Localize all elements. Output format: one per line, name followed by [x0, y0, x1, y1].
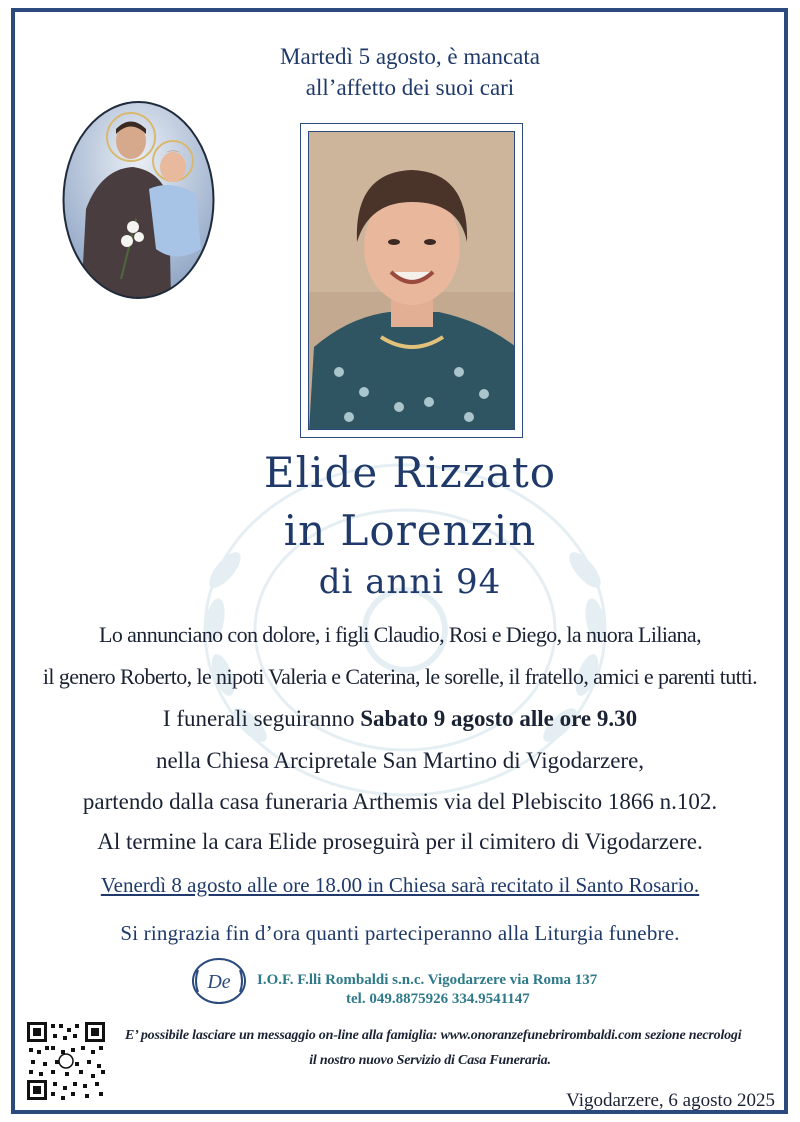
intro-line-2: all’affetto dei suoi cari	[305, 75, 515, 100]
funeral-line-4: Al termine la cara Elide proseguirà per il cimitero di Vigodarzere.	[97, 829, 703, 854]
online-message-note: E’ possibile lasciare un messaggio on-line alla famiglia: www.onoranzefunebrirombaldi.com sezione necrologi	[125, 1028, 742, 1043]
portrait-figure-icon	[309, 132, 515, 430]
funeral-date-time: Sabato 9 agosto alle ore 9.30	[360, 706, 638, 731]
funeral-line-3: partendo dalla casa funeraria Arthemis via del Plebiscito 1866 n.102.	[82, 789, 718, 814]
intro-line-1: Martedì 5 agosto, è mancata	[280, 44, 540, 69]
portrait-photo	[308, 131, 515, 430]
deceased-name: Elide Rizzato	[263, 448, 557, 497]
company-phones: tel. 049.8875926 334.9541147	[346, 991, 530, 1007]
company-logo-letters: De	[207, 971, 231, 993]
funeral-line-2: nella Chiesa Arcipretale San Martino di Vigodarzere,	[155, 748, 645, 773]
thanks-line: Si ringrazia fin d’ora quanti parteciperanno alla Liturgia funebre.	[120, 921, 680, 945]
footer-place-date: Vigodarzere, 6 agosto 2025	[566, 1090, 775, 1111]
funeral-intro-text: I funerali seguiranno	[162, 706, 361, 731]
qr-code-icon[interactable]	[25, 1020, 107, 1102]
company-name-address: I.O.F. F.lli Rombaldi s.n.c. Vigodarzere via Roma 137	[257, 972, 598, 988]
deceased-age: di anni 94	[318, 562, 502, 602]
funeral-home-service-note: il nostro nuovo Servizio di Casa Funeraria.	[309, 1053, 551, 1068]
saint-anthony-icon	[61, 99, 216, 301]
funeral-line-1	[20, 706, 780, 732]
portrait-photo-frame	[300, 123, 523, 438]
company-logo-icon	[190, 956, 248, 1006]
deceased-married-name: in Lorenzin	[283, 506, 537, 555]
announcement-line-1: Lo annunciano con dolore, i figli Claudio, Rosi e Diego, la nuora Liliana,	[98, 622, 701, 647]
rosary-notice: Venerdì 8 agosto alle ore 18.00 in Chiesa sarà recitato il Santo Rosario.	[100, 873, 700, 897]
announcement-line-2: il genero Roberto, le nipoti Valeria e Caterina, le sorelle, il fratello, amici e parenti tutti.	[42, 664, 758, 689]
